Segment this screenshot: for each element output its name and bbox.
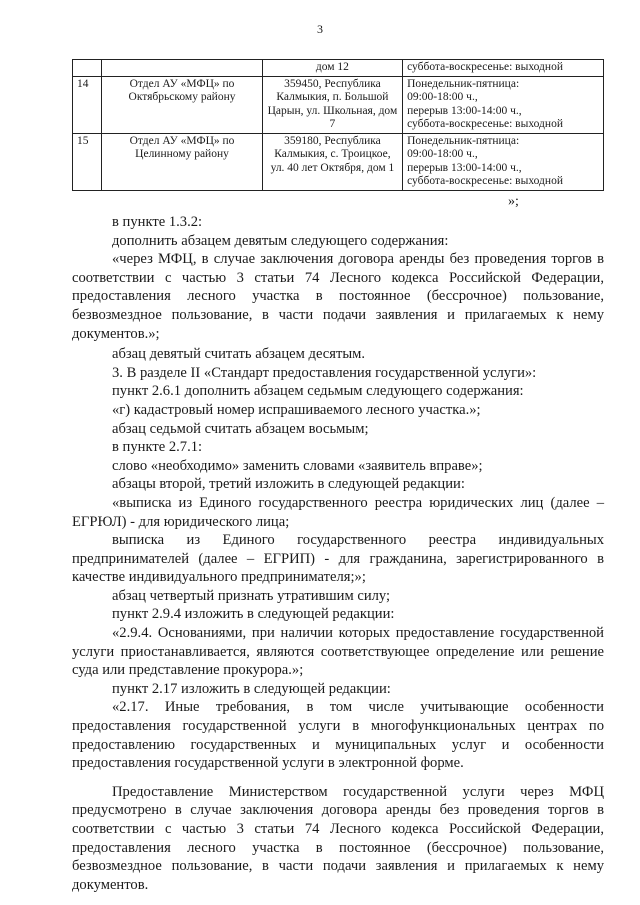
table-row	[73, 60, 604, 77]
table-closing-quote: »;	[508, 194, 519, 209]
table-cell-name: Отдел АУ «МФЦ» по Целинному району	[102, 133, 263, 190]
table-cell-address: 359450, Республика Калмыкия, п. Большой Царын, ул. Школьная, дом 7	[262, 76, 402, 133]
paragraph: Предоставление Министерством государственной услуги через МФЦ предусмотрено в случае заключения договора аренды без проведения торгов в соответствии с частью 3 статьи 74 Лесного кодекса Российской Федерации, предоставления лесного участка в постоянное (бессрочное) пользование, безвозмездное пользование, в части подачи заявления и прилагаемых к нему документов.	[72, 783, 604, 893]
document-body	[72, 213, 604, 894]
table-cell-hours	[403, 133, 604, 190]
paragraph: пункт 2.6.1 дополнить абзацем седьмым следующего содержания:	[112, 383, 524, 400]
hours-line: 09:00-18:00 ч.,	[407, 91, 478, 103]
table-cell-num	[73, 60, 102, 77]
table-cell-hours: суббота-воскресенье: выходной	[403, 60, 604, 77]
page-number: 3	[317, 22, 323, 36]
paragraph: в пункте 1.3.2:	[112, 214, 203, 230]
paragraph: «2.9.4. Основаниями, при наличии которых предоставление государственной услуги приостанавливается, являются соответствующее определение или решение суда или представление прокурора.»;	[72, 625, 604, 679]
table-cell-name: Отдел АУ «МФЦ» по Октябрьскому району	[102, 76, 263, 133]
table-cell-num: 15	[73, 133, 102, 190]
hours-line: Понедельник-пятница:	[407, 134, 520, 147]
paragraph: пункт 2.17 изложить в следующей редакции:	[112, 680, 391, 697]
paragraph: абзац седьмой считать абзацем восьмым;	[112, 420, 369, 437]
paragraph: выписка из Единого государственного реестра индивидуальных предпринимателей (далее – ЕГРИП) - для гражданина, зарегистрированного в качестве индивидуального предпринимателя;»;	[72, 532, 604, 586]
paragraph: абзацы второй, третий изложить в следующей редакции:	[112, 476, 465, 493]
paragraph: «выписка из Единого государственного реестра юридических лиц (далее – ЕГРЮЛ) - для юридического лица;	[72, 494, 604, 530]
paragraph: абзац четвертый признать утратившим силу;	[112, 587, 391, 604]
paragraph: 3. В разделе II «Стандарт предоставления государственной услуги»:	[112, 364, 537, 381]
paragraph: «через МФЦ, в случае заключения договора аренды без проведения торгов в соответствии с частью 3 статьи 74 Лесного кодекса Российской Федерации, предоставления лесного участка в постоянное (бессрочное) пользование, безвозмездное пользование, в части подачи заявления и прилагаемых к нему документов.»;	[72, 251, 604, 342]
table-row	[73, 76, 604, 133]
table-row	[73, 133, 604, 190]
table-cell-address: 359180, Республика Калмыкия, с. Троицкое, ул. 40 лет Октября, дом 1	[262, 133, 402, 190]
table-cell-name	[102, 60, 263, 77]
paragraph: слово «необходимо» заменить словами «заявитель вправе»;	[112, 457, 483, 474]
table-cell-num: 14	[73, 76, 102, 133]
hours-line: суббота-воскресенье: выходной	[407, 175, 563, 187]
paragraph: «г) кадастровый номер испрашиваемого лесного участка.»;	[112, 401, 481, 418]
paragraph: пункт 2.9.4 изложить в следующей редакции:	[112, 606, 395, 623]
hours-line: перерыв 13:00-14:00 ч.,	[407, 104, 522, 117]
paragraph: абзац девятый считать абзацем десятым.	[112, 346, 366, 363]
table-cell-hours	[403, 76, 604, 133]
hours-line: суббота-воскресенье: выходной	[407, 118, 563, 130]
hours-line: Понедельник-пятница:	[407, 77, 520, 90]
paragraph: в пункте 2.7.1:	[112, 439, 203, 456]
hours-line: 09:00-18:00 ч.,	[407, 148, 478, 160]
paragraph: «2.17. Иные требования, в том числе учитывающие особенности предоставления государственной услуги в многофункциональных центрах по предоставлению государственных и муниципальных услуг и особенности предоставления государственной услуги в электронной форме.	[72, 699, 604, 772]
paragraph: дополнить абзацем девятым следующего содержания:	[112, 232, 449, 249]
table-cell-address: дом 12	[262, 60, 402, 77]
mfc-offices-table	[72, 59, 604, 191]
hours-line: перерыв 13:00-14:00 ч.,	[407, 161, 522, 174]
